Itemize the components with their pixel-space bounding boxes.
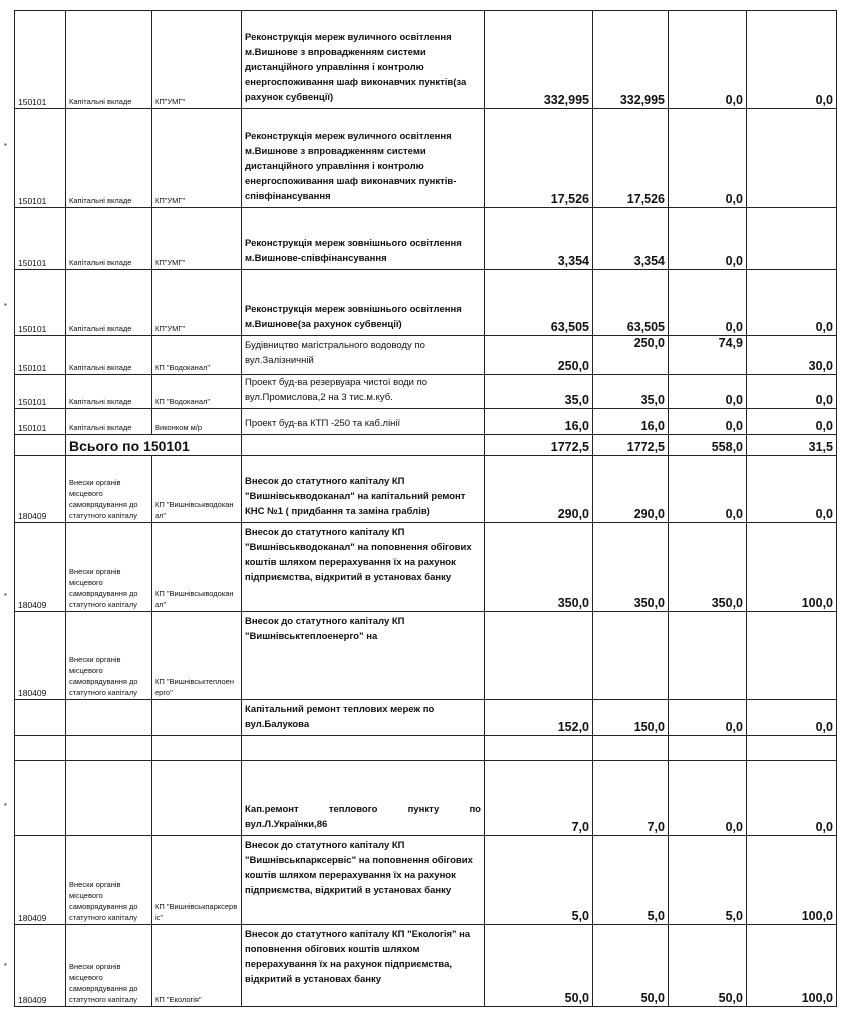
- budget-code-cell: 180409: [15, 836, 66, 925]
- expense-kind-cell: Внески органів місцевого самоврядування до статутного капіталу: [66, 925, 152, 1007]
- value-cell: [593, 612, 669, 700]
- expense-kind-cell: Капітальні вкладе: [66, 270, 152, 336]
- expense-kind-cell: Внески органів місцевого самоврядування до статутного капіталу: [66, 523, 152, 612]
- description-cell: Будівництво магістрального водоводу по вул.Залізничній: [242, 336, 485, 375]
- value-cell: 35,0: [485, 375, 593, 409]
- description-cell: Внесок до статутного капіталу КП "Вишнівськтеплоенерго" на: [242, 612, 485, 700]
- description-cell: Внесок до статутного капіталу КП "Вишнівськводоканал" на поповнення обігових коштів шляхом перерахування їх на рахунок підприємства, відкритий в установах банку: [242, 523, 485, 612]
- organization-cell: КП"УМГ": [152, 270, 242, 336]
- value-cell: 350,0: [669, 523, 747, 612]
- value-cell: 3,354: [593, 208, 669, 270]
- expense-kind-cell: Капітальні вкладе: [66, 409, 152, 435]
- budget-code-cell: 180409: [15, 456, 66, 523]
- total-label: Всього по 150101: [66, 435, 242, 456]
- value-cell: 7,0: [593, 761, 669, 836]
- value-cell: 350,0: [593, 523, 669, 612]
- value-cell: 350,0: [485, 523, 593, 612]
- budget-code-cell: 180409: [15, 612, 66, 700]
- scan-speck: ▪: [4, 140, 7, 149]
- organization-cell: КП "Вишнівськтеплоен ерго": [152, 612, 242, 700]
- budget-code-cell: 150101: [15, 208, 66, 270]
- budget-code-cell: 150101: [15, 409, 66, 435]
- table-row: [15, 925, 837, 1007]
- empty-cell: [242, 435, 485, 456]
- description-cell: Кап.ремонт теплового пункту по вул.Л.Українки,86: [242, 761, 485, 836]
- organization-cell: КП"УМГ": [152, 208, 242, 270]
- value-cell: 0,0: [669, 700, 747, 736]
- value-cell: 152,0: [485, 700, 593, 736]
- budget-code-cell: 150101: [15, 375, 66, 409]
- empty-cell: [15, 761, 66, 836]
- value-cell: 5,0: [593, 836, 669, 925]
- value-cell: 100,0: [747, 836, 837, 925]
- value-cell: 0,0: [747, 456, 837, 523]
- table-row: [15, 409, 837, 435]
- organization-cell: КП "Вишнівськводокан ал": [152, 523, 242, 612]
- budget-code-cell: 180409: [15, 925, 66, 1007]
- organization-cell: КП "Водоканал": [152, 336, 242, 375]
- organization-cell: КП "Вишнівськпарксерв іс": [152, 836, 242, 925]
- total-value: 31,5: [747, 435, 837, 456]
- value-cell: 16,0: [593, 409, 669, 435]
- value-cell: [669, 612, 747, 700]
- empty-cell: [15, 700, 66, 736]
- scan-speck: ▪: [4, 960, 7, 969]
- value-cell: 63,505: [593, 270, 669, 336]
- value-cell: 0,0: [669, 761, 747, 836]
- empty-cell: [152, 700, 242, 736]
- value-cell: 0,0: [669, 270, 747, 336]
- budget-code-cell: 150101: [15, 270, 66, 336]
- organization-cell: КП"УМГ": [152, 109, 242, 208]
- empty-cell: [66, 761, 152, 836]
- organization-cell: КП "Водоканал": [152, 375, 242, 409]
- value-cell: 0,0: [669, 456, 747, 523]
- total-row: [15, 435, 837, 456]
- value-cell: 0,0: [669, 208, 747, 270]
- total-value: 558,0: [669, 435, 747, 456]
- value-cell: 150,0: [593, 700, 669, 736]
- description-cell: Внесок до статутного капіталу КП "Екологія" на поповнення обігових коштів шляхом перерахування їх на рахунок підприємства, відкритий в установах банку: [242, 925, 485, 1007]
- expense-kind-cell: Капітальні вкладе: [66, 11, 152, 109]
- table-row: [15, 836, 837, 925]
- value-cell: 16,0: [485, 409, 593, 435]
- table-row: [15, 11, 837, 109]
- value-cell: 0,0: [669, 11, 747, 109]
- value-cell: [747, 109, 837, 208]
- table-row: [15, 109, 837, 208]
- table-row: [15, 208, 837, 270]
- table-row: [15, 336, 837, 375]
- total-value: 1772,5: [593, 435, 669, 456]
- value-cell: 0,0: [747, 270, 837, 336]
- value-cell: 250,0: [593, 336, 669, 375]
- value-cell: 0,0: [747, 375, 837, 409]
- table-row: [15, 523, 837, 612]
- empty-cell: [15, 435, 66, 456]
- expense-kind-cell: Внески органів місцевого самоврядування до статутного капіталу: [66, 456, 152, 523]
- expense-kind-cell: Внески органів місцевого самоврядування до статутного капіталу: [66, 836, 152, 925]
- value-cell: 100,0: [747, 523, 837, 612]
- organization-cell: КП "Вишнівськводокан ал": [152, 456, 242, 523]
- table-row: [15, 375, 837, 409]
- organization-cell: КП"УМГ": [152, 11, 242, 109]
- budget-code-cell: 150101: [15, 11, 66, 109]
- description-cell: Внесок до статутного капіталу КП "Вишнівськпарксервіс" на поповнення обігових коштів шляхом перерахування їх на рахунок підприємства, відкритий в установах банку: [242, 836, 485, 925]
- value-cell: [747, 208, 837, 270]
- expense-kind-cell: Капітальні вкладе: [66, 109, 152, 208]
- value-cell: 17,526: [593, 109, 669, 208]
- value-cell: 250,0: [485, 336, 593, 375]
- value-cell: 0,0: [669, 375, 747, 409]
- table-row: [15, 612, 837, 700]
- description-cell: Проект буд-ва резервуара чистої води по вул.Промислова,2 на 3 тис.м.куб.: [242, 375, 485, 409]
- expense-kind-cell: Внески органів місцевого самоврядування до статутного капіталу: [66, 612, 152, 700]
- value-cell: 63,505: [485, 270, 593, 336]
- value-cell: 30,0: [747, 336, 837, 375]
- value-cell: 50,0: [669, 925, 747, 1007]
- description-cell: Реконструкція мереж зовнішнього освітлення м.Вишнове-співфінансування: [242, 208, 485, 270]
- value-cell: 35,0: [593, 375, 669, 409]
- value-cell: 0,0: [747, 761, 837, 836]
- scan-speck: ▪: [4, 590, 7, 599]
- value-cell: 50,0: [485, 925, 593, 1007]
- table-row: [15, 270, 837, 336]
- table-row: [15, 456, 837, 523]
- description-cell: Реконструкція мереж зовнішнього освітлення м.Вишнове(за рахунок субвенції): [242, 270, 485, 336]
- description-cell: Внесок до статутного капіталу КП "Вишнівськводоканал" на капітальний ремонт КНС №1 ( придбання та заміна граблів): [242, 456, 485, 523]
- value-cell: 290,0: [593, 456, 669, 523]
- description-cell: Проект буд-ва КТП -250 та каб.лінії: [242, 409, 485, 435]
- description-cell: Капітальний ремонт теплових мереж по вул.Балукова: [242, 700, 485, 736]
- value-cell: 0,0: [747, 409, 837, 435]
- empty-row: [15, 736, 837, 761]
- value-cell: 100,0: [747, 925, 837, 1007]
- empty-cell: [66, 700, 152, 736]
- total-value: 1772,5: [485, 435, 593, 456]
- scan-speck: ▪: [4, 300, 7, 309]
- organization-cell: Виконком м/р: [152, 409, 242, 435]
- scan-speck: ▪: [4, 800, 7, 809]
- organization-cell: КП "Екологія": [152, 925, 242, 1007]
- value-cell: 332,995: [485, 11, 593, 109]
- expense-kind-cell: Капітальні вкладе: [66, 336, 152, 375]
- description-cell: Реконструкція мереж вуличного освітлення м.Вишнове з впровадженням системи дистанційного управління і контролю енергоспоживання шаф виконавчих пунктів-співфінансування: [242, 109, 485, 208]
- empty-cell: [152, 761, 242, 836]
- value-cell: 332,995: [593, 11, 669, 109]
- budget-table: [14, 10, 837, 1007]
- value-cell: 74,9: [669, 336, 747, 375]
- table-row: [15, 761, 837, 836]
- budget-code-cell: 150101: [15, 109, 66, 208]
- value-cell: 5,0: [485, 836, 593, 925]
- value-cell: 290,0: [485, 456, 593, 523]
- description-cell: Реконструкція мереж вуличного освітлення м.Вишнове з впровадженням системи дистанційного управління і контролю енергоспоживання шаф виконавчих пунктів(за рахунок субвенції): [242, 11, 485, 109]
- value-cell: 0,0: [669, 109, 747, 208]
- value-cell: [747, 612, 837, 700]
- value-cell: 0,0: [747, 11, 837, 109]
- value-cell: 17,526: [485, 109, 593, 208]
- value-cell: [485, 612, 593, 700]
- value-cell: 7,0: [485, 761, 593, 836]
- expense-kind-cell: Капітальні вкладе: [66, 208, 152, 270]
- value-cell: 0,0: [747, 700, 837, 736]
- value-cell: 5,0: [669, 836, 747, 925]
- value-cell: 0,0: [669, 409, 747, 435]
- budget-code-cell: 150101: [15, 336, 66, 375]
- expense-kind-cell: Капітальні вкладе: [66, 375, 152, 409]
- value-cell: 50,0: [593, 925, 669, 1007]
- table-row: [15, 700, 837, 736]
- value-cell: 3,354: [485, 208, 593, 270]
- budget-code-cell: 180409: [15, 523, 66, 612]
